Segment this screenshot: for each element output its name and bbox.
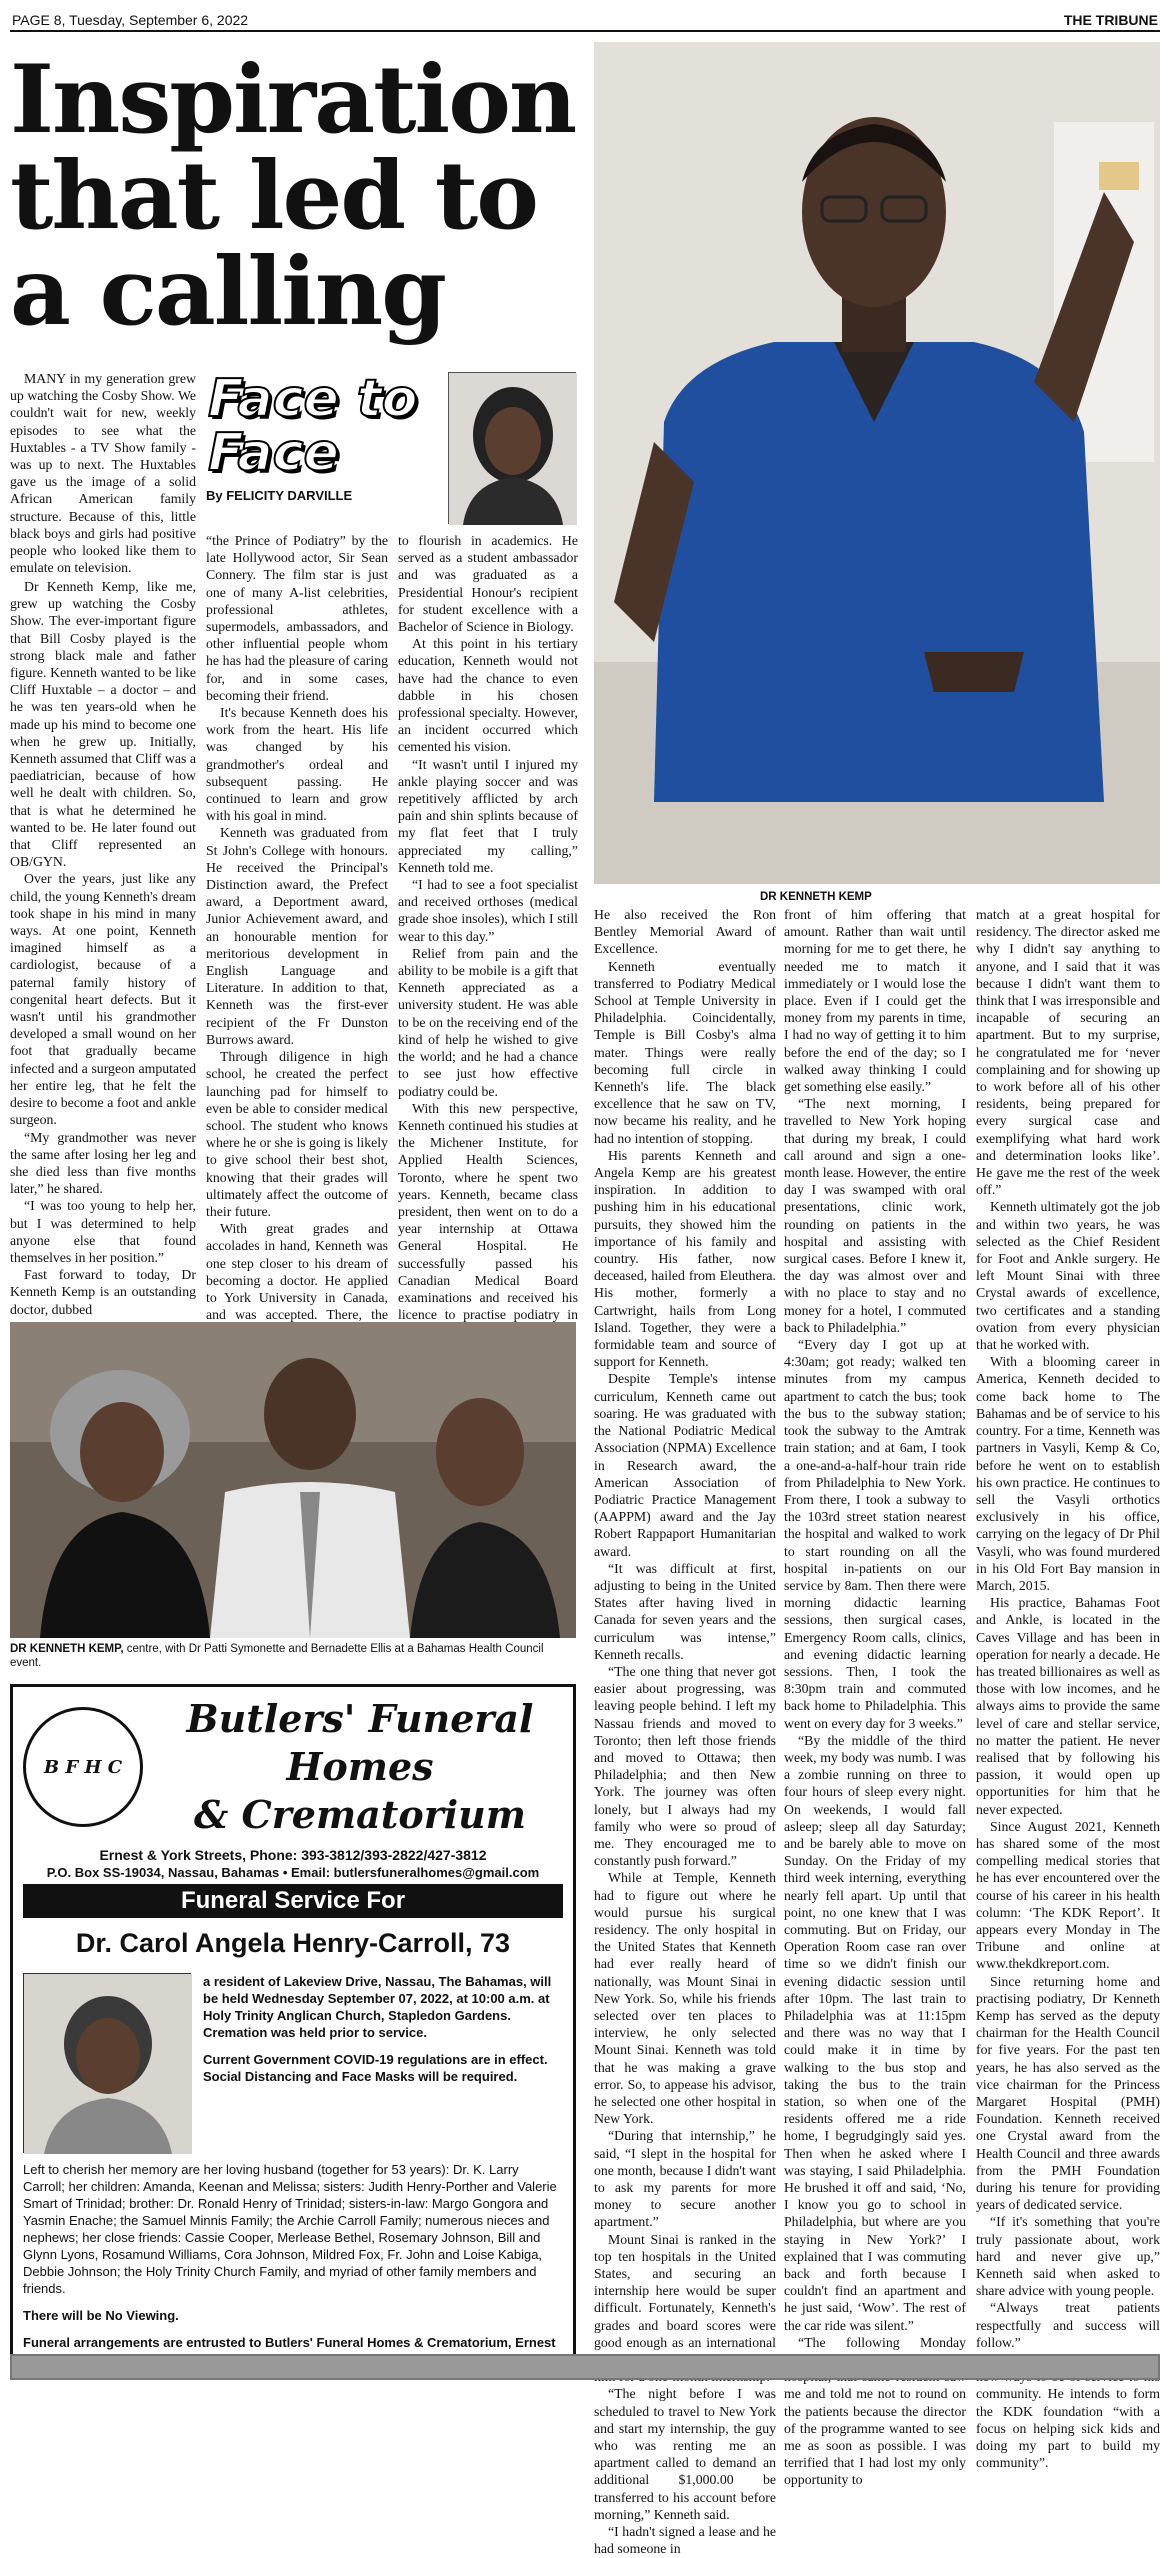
paragraph: Despite Temple's intense curriculum, Kenneth came out soaring. He was graduated with the National Podiatric Medical Association (NPMA) Excellence in Research award, the American Association of Podiatric Practice Management (AAPPM) award and the Jay Robert Rappaport Humanitarian award.: [594, 1371, 776, 1559]
funeral-home-seal: [23, 1707, 143, 1827]
service-heading: Funeral Service For: [23, 1884, 563, 1918]
article-column-1: [10, 578, 196, 1318]
service-details: a resident of Lakeview Drive, Nassau, The Bahamas, will be held Wednesday September 07, 2022, at 10:00 a.m. at Holy Trinity Anglican Church, Stapledon Gardens. Cremation was held prior to service.: [203, 1974, 552, 2040]
paragraph: Fast forward to today, Dr Kenneth Kemp is an outstanding doctor, dubbed: [10, 1267, 196, 1317]
kenneth-kemp-illustration: [594, 42, 1160, 884]
page-header: [10, 10, 1160, 32]
paragraph: Kenneth eventually transferred to Podiatry Medical School at Temple University in Philadelphia. Coincidentally, Temple is Bill Cosby's alma mater. Things were really becoming full circle in Kenneth's life. The black excellence that he saw on TV, now became his reality, and he had no intention of stopping.: [594, 958, 776, 1146]
group-caption-rest: centre, with Dr Patti Symonette and Bernadette Ellis at a Bahamas Health Council event.: [10, 1643, 544, 1669]
column-badge-line1: Face to: [208, 369, 418, 429]
article-column-3: [398, 532, 578, 1341]
paragraph: match at a great hospital for residency. The director asked me why I didn't say anything to anyone, and I said that it was because I didn't want them to think that I was irresponsible and incapable of securing an apartment. But to my surprise, he congratulated me for ‘never complaining and for showing up to work before all of his other residents, being prepared for every surgical case and exemplifying what hard work and determination looks like’. He gave me the rest of the week off.”: [976, 907, 1160, 1198]
article-column-1-intro: [10, 370, 196, 576]
paragraph: “The following Monday me and told me not to round on the patients because the director of the programme wanted to see me as soon as possible. I was terrified that I had lost my only opportunity to: [784, 2334, 966, 2488]
paragraph: Since August 2021, Kenneth has shared some of the most compelling medical stories that he has ever encountered over the course of his career in his health column: ‘The KDK Report’. It appears every Monday in The Tribune and online at www.thekdkreport.com.: [976, 1818, 1160, 1972]
paragraph: While at Temple, Kenneth had to figure out where he would pursue his surgical residency. The only hospital in the United States that Kenneth had ever really heard of nationally, was Mount Sinai in New York. So, while his friends selected over ten places to interview, he only selected Mount Sinai. Kenneth was told that he was making a grave error. So, to appease his advisor, he selected one other hospital in New York.: [594, 1870, 776, 2127]
paragraph: He also received the Ron Bentley Memorial Award of Excellence.: [594, 907, 776, 957]
paragraph: Kenneth ultimately got the job and within two years, he was selected as the Chief Resident for Foot and Ankle surgery. He left Mount Sinai with three Crystal awards of excellence, two certificates and a standing ovation from every physician that he worked with.: [976, 1199, 1160, 1353]
byline: By FELICITY DARVILLE: [206, 488, 353, 503]
ad-company-name: [157, 1695, 563, 1839]
paragraph: “During that internship,” he said, “I slept in the hospital for one month, because I didn't want to ask my parents for more money to secure another apartment.”: [594, 2128, 776, 2230]
paragraph: “By the middle of the third week, my body was numb. I was a zombie running on three to four hours of sleep every night. On weekends, I would fall asleep; sleep all day Saturday; and be barely able to move on Sunday. On the Friday of my third week interning, everything nearly fell apart. Up until that point, no one knew that I was commuting. But on Friday, our Operation Room case ran over time so we didn't finish our evening didactic session until after 10pm. The last train to Philadelphia was at 11:15pm and there was no way that I could make it in time by walking to the bus stop and taking the bus to the train station, so when one of the residents offered me a ride home, I begrudgingly said yes. Then when he asked where I was staying, I said Philadelphia. He brushed it off and said, ‘No, I know you go to school in Philadelphia, but where are you staying in New York?’ I explained that I was commuting back and forth because I couldn't find an apartment and he just said, ‘Wow’. The rest of the car ride was silent.”: [784, 1732, 966, 2333]
paragraph: “The one thing that never got easier about progressing, was leaving people behind. I left my Nassau friends and moved to Toronto; then left those friends and moved to Ottawa; then Philadelphia; and then New York. The journey was often lonely, but I always had my family who were so proud of me. They encouraged me to constantly push forward.”: [594, 1663, 776, 1869]
paragraph: to flourish in academics. He served as a student ambassador and was graduated as a Presidential Honour's recipient for student excellence with a Bachelor of Science in Biology.: [398, 533, 578, 635]
masthead: THE TRIBUNE: [1063, 12, 1158, 28]
covid-notice: Current Government COVID-19 regulations are in effect. Social Distancing and Face Masks will be required.: [203, 2052, 548, 2084]
company-line-1: Butlers' Funeral Homes: [186, 1696, 534, 1789]
paragraph: “the Prince of Podiatry” by the late Hollywood actor, Sir Sean Connery. The film star is just one of many A-list celebrities, professional athletes, supermodels, ambassadors, and other influential people whom he has had the pleasure of caring for, and in some cases, becoming their friend.: [206, 533, 388, 703]
paragraph: His practice, Bahamas Foot and Ankle, is located in the Caves Village and has been in operation for nearly a decade. He has treated billionaires as well as those with low incomes, and he always aims to provide the same level of care and stellar service, no matter the patient. He never realised that by following his passion, it would open up opportunities for him that he never expected.: [976, 1595, 1160, 1817]
article-column-4: [594, 906, 776, 2558]
paragraph: Kenneth was graduated from St John's College with honours. He received the Principal's Distinction award, the Prefect award, a Deportment award, Junior Achievement award, and an honourable mention for meritorious development in English Language and Literature. In addition to that, Kenneth was the first-ever recipient of the Fr Dunston Burrows award.: [206, 825, 388, 1047]
page-footer-bar: [10, 2354, 1160, 2380]
paragraph: Dr Kenneth Kemp, like me, grew up watching the Cosby Show. The ever-important figure that Bill Cosby played is the strong black male and father figure. Kenneth wanted to be like Cliff Huxtable – a doctor – and he was ten years-old when he made up his mind to become one when he grew up. Initially, Kenneth assumed that Cliff was a paediatrician, because of how well he dealt with children. So, that is what he determined he wanted to be. He later found out that Cliff represented an OB/GYN.: [10, 579, 196, 870]
deceased-photo-illustration: [24, 1974, 192, 2154]
funeral-advertisement: [10, 1684, 576, 2374]
paragraph: Over the years, just like any child, the young Kenneth's dream took shape in his mind in many ways. At one point, Kenneth imagined himself as a cardiologist, because of a paternal family history of congenital heart defects. But it wasn't until his grandmother developed a small wound on her foot that gradually became infected and a surgeon amputated her entire leg, that he felt the desire to become a foot and ankle surgeon.: [10, 871, 196, 1128]
article-column-2: [206, 532, 388, 1341]
paragraph: Mount Sinai is ranked in the top ten hospitals in the United States, and securing an internship here would be super difficult. Fortunately, Kenneth's grades and board scores were good enough as an international: [594, 2231, 776, 2350]
page-date: PAGE 8, Tuesday, September 6, 2022: [12, 12, 249, 28]
ad-contact: P.O. Box SS-19034, Nassau, Bahamas • Email: butlersfuneralhomes@gmail.com: [46, 1865, 540, 1880]
ad-address: Ernest & York Streets, Phone: 393-3812/393-2822/427-3812: [99, 1847, 487, 1863]
article-column-5: [784, 906, 966, 2489]
kenneth-kemp-photo: [594, 42, 1160, 884]
ad-body-top: [23, 1973, 563, 2153]
group-photo-caption: [10, 1642, 576, 1670]
paragraph: Since returning home and practising podiatry, Dr Kenneth Kemp has served as the deputy chairman for the Health Council for five years. For the past ten years, he has also served as the vice chairman for the Princess Margaret Hospital (PMH) Foundation. Kenneth received one Crystal award from the Health Council and three awards from the PMH Foundation during his tenure for providing years of dedicated service.: [976, 1973, 1160, 2213]
column-badge-line2: Face: [208, 423, 339, 483]
company-line-2: & Crematorium: [194, 1792, 526, 1837]
author-headshot: [448, 372, 576, 524]
headline: Inspiration that led to a calling: [10, 45, 576, 347]
paragraph: His parents Kenneth and Angela Kemp are his greatest inspiration. In addition to pushing him in his educational pursuits, they showed him the importance of his family and country. His father, now deceased, hailed from Eleuthera. His mother, formerly a Cartwright, hails from Long Island. Together, they were a formidable team and source of support for Kenneth.: [594, 1147, 776, 1370]
paragraph: With a blooming career in America, Kenneth decided to come back home to The Bahamas and be of service to his country. For a time, Kenneth was partners in Vasyli, Kemp & Co, before he went on to establish his own practice. He continues to sell the Vasyli orthotics exclusively in his office, carrying on the legacy of Dr Phil Vasyli, who was found murdered in his Old Fort Bay mansion in March, 2015.: [976, 1354, 1160, 1593]
deceased-name: Dr. Carol Angela Henry-Carroll, 73: [75, 1928, 511, 1958]
paragraph: “My grandmother was never the same after losing her leg and she died less than five months later,” he shared.: [10, 1129, 196, 1197]
paragraph: “Always treat patients respectfully and success will follow.”: [976, 2300, 1160, 2350]
paragraph: At this point in his tertiary education, Kenneth would not have had the chance to even dabble in his chosen professional specialty. However, an incident occurred which cemented his vision.: [398, 636, 578, 755]
paragraph: “The night before I was scheduled to travel to New York and start my internship, the guy who was renting me an apartment called to demand an additional $1,000.00 be transferred to his account before morning,” Kenneth said.: [594, 2386, 776, 2522]
paragraph: Relief from pain and the ability to be mobile is a gift that Kenneth appreciated as a university student. He was able to be on the receiving end of the kind of help he wished to give the world; and he had a chance to see just how effective podiatry could be.: [398, 945, 578, 1099]
group-photo: [10, 1322, 576, 1638]
survivors-list: Left to cherish her memory are her loving husband (together for 53 years): Dr. K. Larry Carroll; her children: Amanda, Keenan and Melissa; sisters: Judith Henry-Porther and Valerie Smart of Trinidad; brother: Dr. Ronald Henry of Trinidad; sisters-in-law: Margo Gongora and Yasmin Enache; the Samuel Minnis Family; the Archie Carroll Family; numerous nieces and nephews; her close friends: Cassie Cooper, Merlease Bethel, Rosemary Johnson, Bill and Glynn Lyons, Rosamund Williams, Cora Johnson, Mildred Fox, Fr. John and Loise Kabiga, Debbie Johnson; the Holy Trinity Church Family, and myriad of other family members and friends.: [23, 2162, 557, 2296]
paragraph: “It was difficult at first, adjusting to being in the United States after having lived in Canada for seven years and the curriculum was intense,” Kenneth recalls.: [594, 1560, 776, 1662]
paragraph: community. He intends to form the KDK foundation “with a focus on helping sick kids and doing my part to build my community”.: [976, 2386, 1160, 2471]
seal-letters: B F H C: [43, 1756, 123, 1778]
group-photo-illustration: [10, 1322, 576, 1638]
paragraph: With this new perspective, Kenneth continued his studies at the Michener Institute, for Applied Health Sciences, Toronto, where he spent two years. Kenneth, became class president, then went on to do a year internship at Ottawa General Hospital. He successfully passed his Canadian Medical Board examinations and received his licence to practise podiatry in: [398, 1100, 578, 1323]
ad-details: [203, 1973, 563, 2153]
paragraph: “If it's something that you're truly passionate about, work hard and never give up,” Kenneth said when asked to share advice with young people.: [976, 2214, 1160, 2299]
deceased-photo: [23, 1973, 191, 2153]
paragraph: “It wasn't until I injured my ankle playing soccer and was repetitively afflicted by arch pain and shin splints because of my flat feet that I truly appreciated my calling,” Kenneth told me.: [398, 756, 578, 875]
arrangements-notice: Funeral arrangements are entrusted to Butlers' Funeral Homes & Crematorium, Ernest: [23, 2335, 556, 2350]
paragraph: “I had to see a foot specialist and received orthoses (medical grade shoe insoles), which I still wear to this day.”: [398, 877, 578, 944]
paragraph: With great grades and accolades in hand, Kenneth was one step closer to his dream of becoming a doctor. He applied to York University in Canada, and was accepted. There, the: [206, 1221, 388, 1323]
top-photo-caption: DR KENNETH KEMP: [760, 891, 872, 903]
paragraph: It's because Kenneth does his work from the heart. His life was changed by his grandmother's ordeal and subsequent passing. He continued to learn and grow with his goal in mind.: [206, 705, 388, 824]
paragraph: “Every day I got up at 4:30am; got ready; walked ten minutes from my campus apartment to catch the bus; took the bus to the subway station; took the subway to the Amtrak train station; and at 6am, I took a one-and-a-half-hour train ride from Philadelphia to New York. From there, I took a subway to the 103rd street station nearest the hospital and walked to work to start rounding on all the hospital in-patients on our service by 8am. Then there were morning didactic learning sessions, then surgical cases, Emergency Room calls, clinics, and evening didactic learning sessions. Then, I took the 8:30pm train and commuted back home to Philadelphia. This went on every day for 3 weeks.”: [784, 1337, 966, 1731]
intro-paragraph: MANY in my generation grew up watching the Cosby Show. We couldn't wait for new, weekly episodes to see what the Huxtables - a TV Show family - was up to next. The Huxtables gave us the image of a solid African American family structure. Because of this, little black boys and girls had positive people who looked like them to emulate on television.: [10, 371, 196, 576]
ad-masthead: [23, 1695, 563, 1839]
column-badge: [208, 369, 448, 483]
paragraph: front of him offering that amount. Rather than wait until morning for me to get there, he needed me to match it immediately or I would lose the place. Even if I could get the money from my parents in time, I had no way of getting it to him before the end of the day; so I walked away thinking I could get something else easily.”: [784, 907, 966, 1095]
author-headshot-illustration: [449, 373, 577, 525]
group-caption-bold: DR KENNETH KEMP,: [10, 1643, 124, 1655]
paragraph: “I hadn't signed a lease and he had someone in: [594, 2524, 776, 2557]
paragraph: “I was too young to help her, but I was determined to help anyone else that found themselves in her position.”: [10, 1198, 196, 1265]
viewing-notice: There will be No Viewing.: [23, 2308, 179, 2323]
article-column-6: [976, 906, 1160, 2471]
paragraph: Through diligence in high school, he created the perfect launching pad for himself to even be able to consider medical school. The student who knows where he or she is going is likely to give school their best shot, knowing that their grades will ultimately affect the outcome of their future.: [206, 1049, 389, 1219]
paragraph: “The next morning, I travelled to New York hoping that during my break, I could call around and sign a one-month lease. However, the entire day I was swamped with oral presentations, clinic work, rounding on patients in the hospital and assisting with surgical cases. Before I knew it, the day was almost over and with no place to stay and no money for a hotel, I commuted back to Philadelphia.”: [784, 1096, 966, 1335]
